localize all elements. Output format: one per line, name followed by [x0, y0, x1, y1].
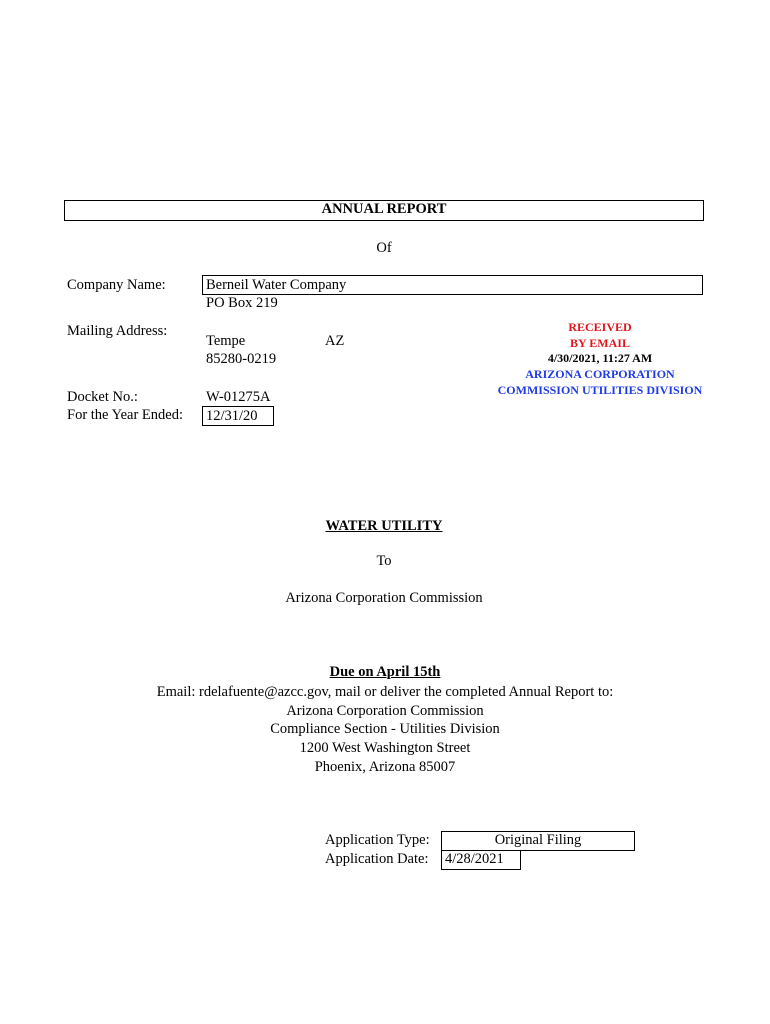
year-ended-label: For the Year Ended:	[67, 407, 183, 423]
application-date-value: 4/28/2021	[445, 851, 504, 867]
address-city: Tempe	[206, 333, 246, 349]
stamp-datetime: 4/30/2021, 11:27 AM	[547, 351, 653, 365]
mail-commission: Arizona Corporation Commission	[286, 703, 484, 719]
commission-name: Arizona Corporation Commission	[285, 590, 483, 606]
mail-street: 1200 West Washington Street	[299, 740, 471, 756]
stamp-org-line2: COMMISSION UTILITIES DIVISION	[497, 383, 703, 397]
stamp-by-email: BY EMAIL	[570, 336, 630, 350]
due-heading: Due on April 15th	[329, 664, 441, 680]
year-ended-value: 12/31/20	[206, 408, 258, 424]
application-type-label: Application Type:	[325, 832, 430, 848]
address-line1: PO Box 219	[206, 295, 278, 311]
docket-value: W-01275A	[206, 389, 271, 405]
address-zip: 85280-0219	[206, 351, 277, 367]
utility-type-heading: WATER UTILITY	[325, 518, 443, 534]
stamp-org-line1: ARIZONA CORPORATION	[525, 367, 675, 381]
mail-city: Phoenix, Arizona 85007	[314, 759, 456, 775]
address-state: AZ	[325, 333, 345, 349]
mail-section: Compliance Section - Utilities Division	[270, 721, 500, 737]
company-name-label: Company Name:	[67, 277, 166, 293]
stamp-received: RECEIVED	[568, 320, 632, 334]
of-text: Of	[376, 240, 392, 256]
application-type-value: Original Filing	[494, 832, 582, 848]
report-title: ANNUAL REPORT	[321, 201, 447, 217]
company-name-value: Berneil Water Company	[206, 277, 347, 293]
docket-label: Docket No.:	[67, 389, 138, 405]
application-date-label: Application Date:	[325, 851, 429, 867]
mailing-address-label: Mailing Address:	[67, 323, 168, 339]
due-instructions: Email: rdelafuente@azcc.gov, mail or deliver the completed Annual Report to:	[156, 684, 614, 700]
to-text: To	[376, 553, 392, 569]
